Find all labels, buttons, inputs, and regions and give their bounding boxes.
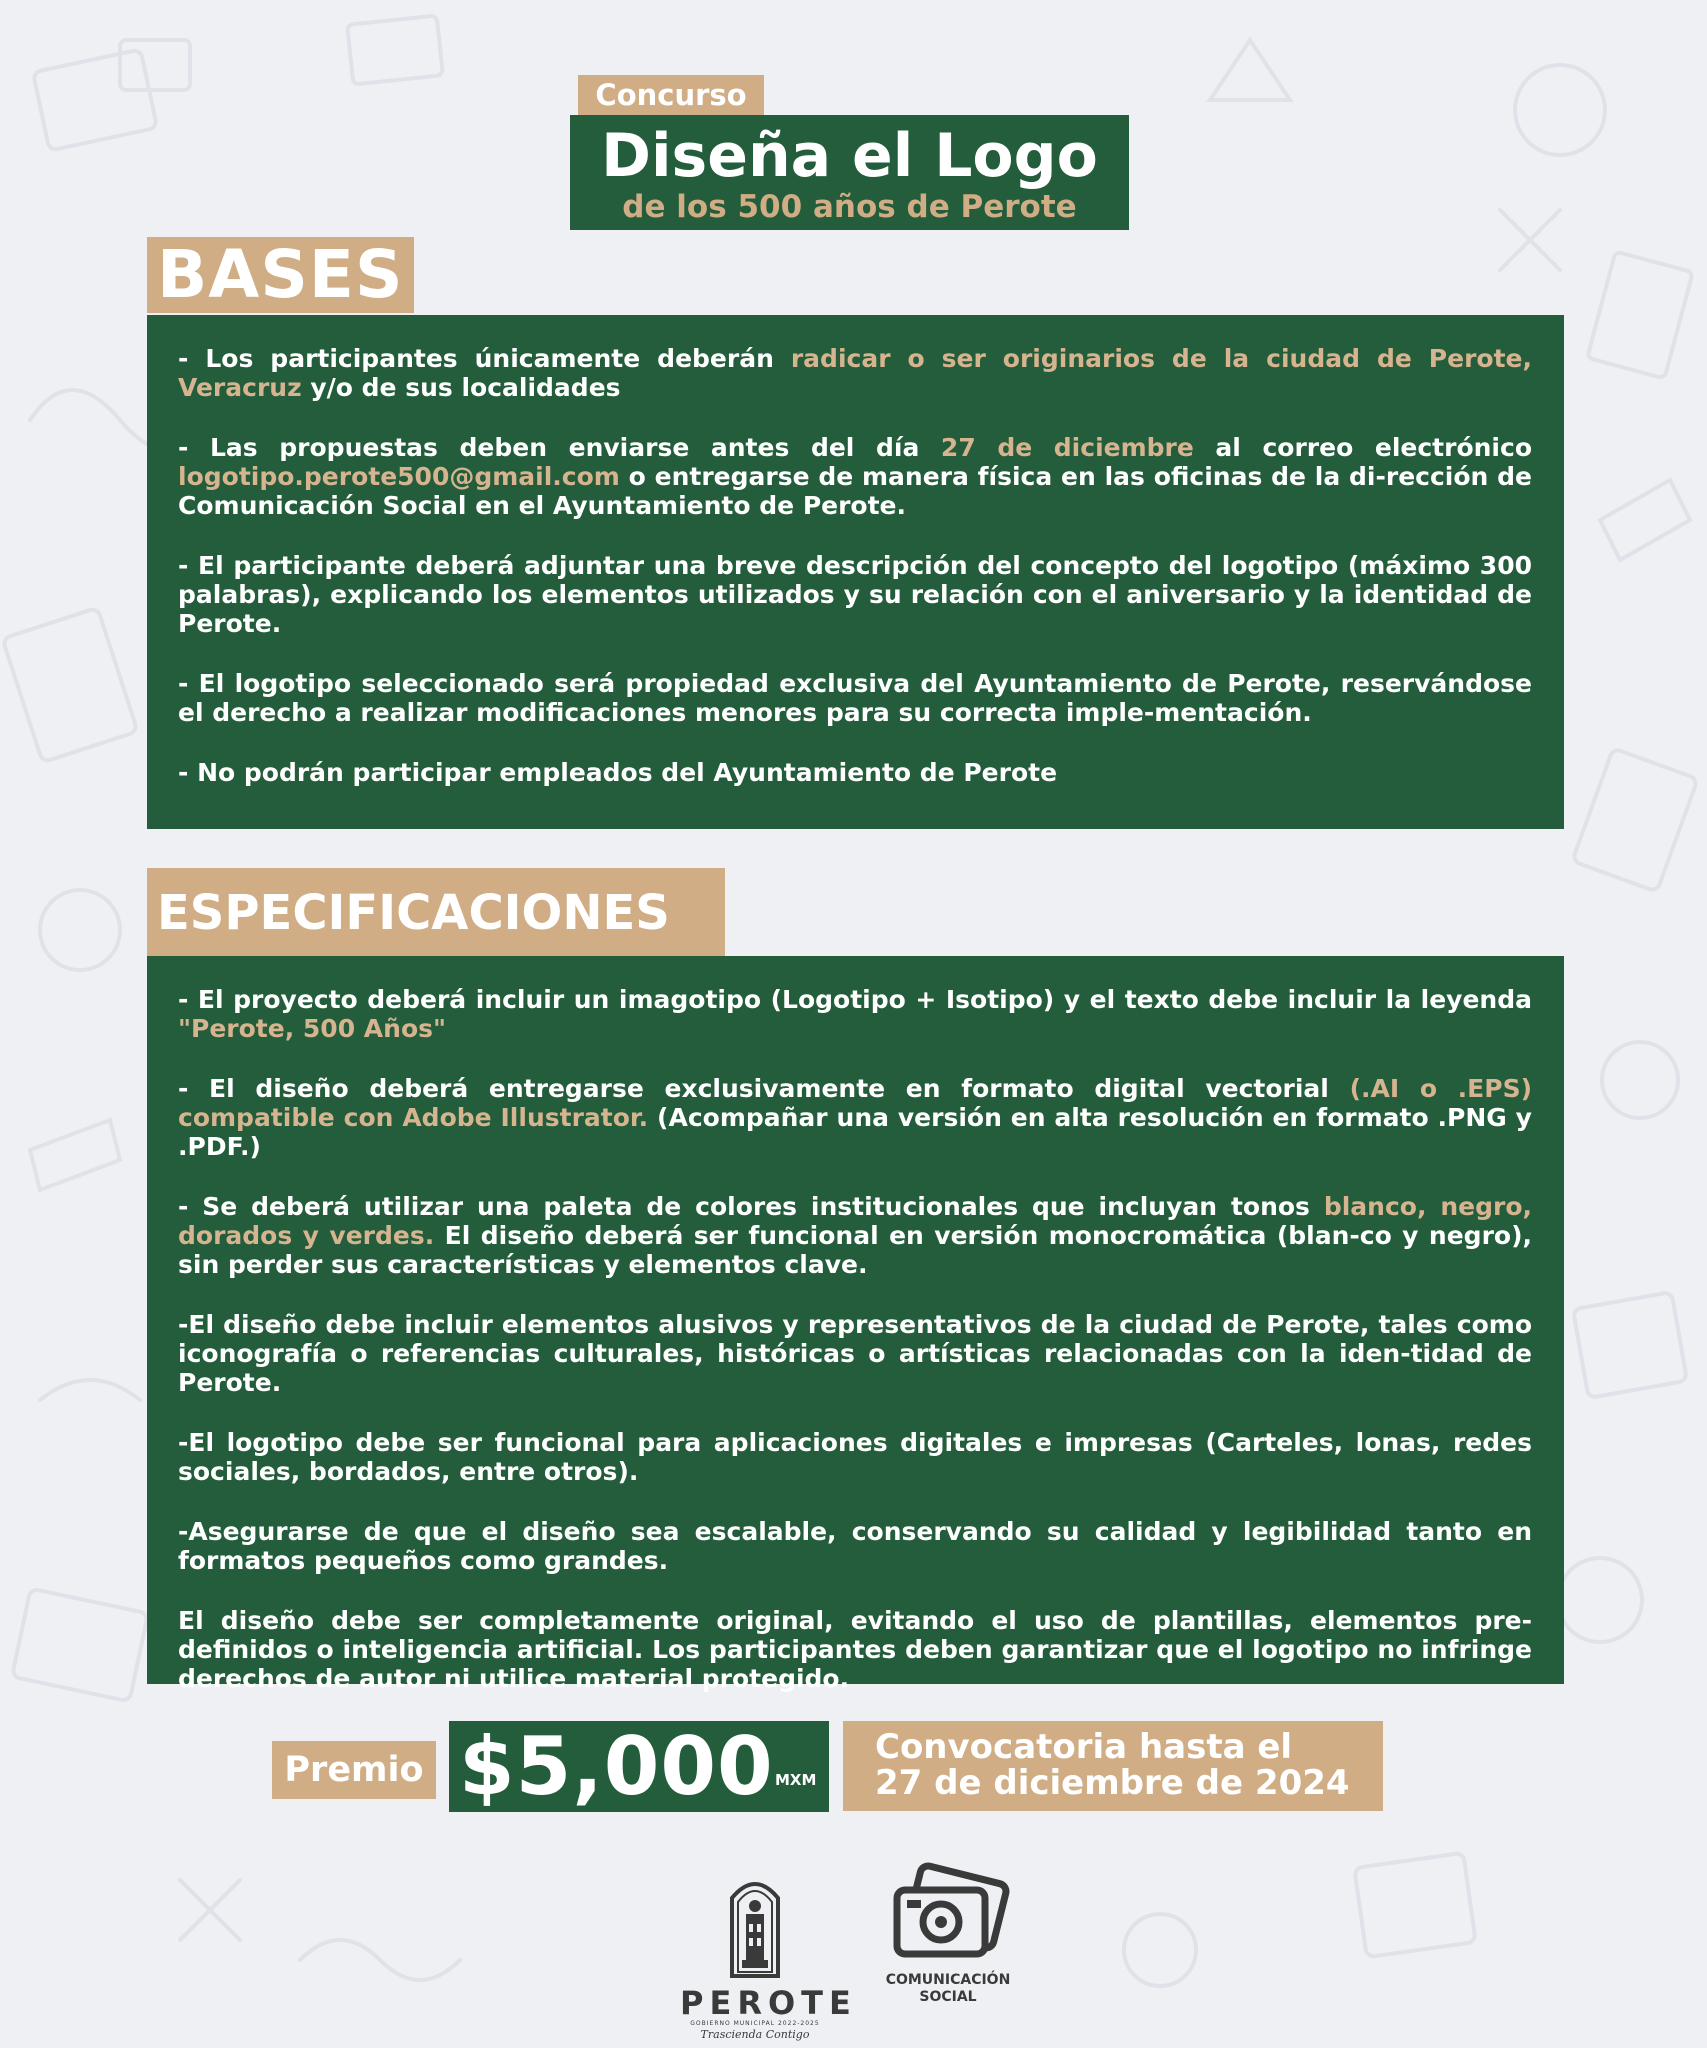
comunicacion-social-logo bbox=[873, 1862, 1023, 2027]
spec-item-scalable: -Asegurarse de que el diseño sea escalable, conservando su calidad y legibilidad tanto en formatos pequeños como grandes. bbox=[178, 1517, 1532, 1575]
spec-item-original: El diseño debe ser completamente original, evitando el uso de plantillas, elementos pre-definidos o inteligencia artificial. Los participantes deben garantizar que el logotipo no infringe derechos de autor ni utilice material protegido. bbox=[178, 1606, 1532, 1693]
bases-panel bbox=[147, 315, 1564, 829]
perote-slogan-text: Trascienda Contigo bbox=[700, 2028, 810, 2041]
deadline-line1: Convocatoria hasta el bbox=[875, 1727, 1293, 1767]
bases-item-submission: - Las propuestas deben enviarse antes del día 27 de diciembre al correo electrónico logotipo.perote500@gmail.com o entregarse de manera física en las oficinas de la di-rección de Comunicación Social en el Ayuntamiento de Perote. bbox=[178, 433, 1532, 520]
camera-icon bbox=[873, 1862, 1023, 1967]
perote-emblem-icon bbox=[680, 1868, 830, 1980]
prize-label: Premio bbox=[272, 1741, 436, 1799]
prize-amount: $5,000 bbox=[459, 1720, 774, 1813]
specifications-panel bbox=[147, 956, 1564, 1693]
spec-item-imagotipo: - El proyecto deberá incluir un imagotipo (Logotipo + Isotipo) y el texto debe incluir la leyenda "Perote, 500 Años" bbox=[178, 985, 1532, 1043]
bases-heading: BASES bbox=[147, 237, 414, 313]
deadline-banner bbox=[843, 1721, 1383, 1811]
spec-item-elements: -El diseño debe incluir elementos alusivos y representativos de la ciudad de Perote, tales como iconografía o referencias culturales, históricas o artísticas relacionadas con la iden-tidad de Perote. bbox=[178, 1310, 1532, 1397]
concurso-label: Concurso bbox=[578, 75, 764, 115]
page-title: Diseña el Logo bbox=[601, 121, 1098, 191]
prize-currency: MXM bbox=[775, 1771, 817, 1789]
perote-government-logo bbox=[680, 1868, 857, 2041]
bases-item-ownership: - El logotipo seleccionado será propiedad exclusiva del Ayuntamiento de Perote, reservándose el derecho a realizar modificaciones menores para su correcta imple-mentación. bbox=[178, 669, 1532, 727]
specifications-heading: ESPECIFICACIONES bbox=[147, 868, 725, 958]
bases-item-description: - El participante deberá adjuntar una breve descripción del concepto del logotipo (máximo 300 palabras), explicando los elementos utilizados y su relación con el aniversario y la identidad de Perote. bbox=[178, 551, 1532, 638]
bases-item-eligibility: - No podrán participar empleados del Ayuntamiento de Perote bbox=[178, 758, 1058, 787]
page-subtitle: de los 500 años de Perote bbox=[622, 189, 1077, 225]
deadline-line2: 27 de diciembre de 2024 bbox=[875, 1763, 1350, 1803]
spec-item-format: - El diseño deberá entregarse exclusivamente en formato digital vectorial (.AI o .EPS) compatible con Adobe Illustrator. (Acompañar una versión en alta resolución en formato .PNG y .PDF.) bbox=[178, 1074, 1532, 1161]
title-banner bbox=[570, 115, 1129, 230]
spec-item-colors: - Se deberá utilizar una paleta de colores institucionales que incluyan tonos blanco, negro, dorados y verdes. El diseño deberá ser funcional en versión monocromática (blan-co y negro), sin perder sus características y elementos clave. bbox=[178, 1192, 1532, 1279]
prize-amount-box bbox=[449, 1721, 829, 1812]
perote-government-text: GOBIERNO MUNICIPAL 2022-2025 bbox=[690, 2020, 820, 2027]
perote-name-text: PEROTE bbox=[680, 1984, 857, 2022]
comunicacion-social-text: COMUNICACIÓN SOCIAL bbox=[885, 1972, 1011, 2005]
contact-email: logotipo.perote500@gmail.com bbox=[178, 462, 620, 491]
spec-item-applications: -El logotipo debe ser funcional para aplicaciones digitales e impresas (Carteles, lonas, redes sociales, bordados, entre otros). bbox=[178, 1428, 1532, 1486]
bases-item-residency: - Los participantes únicamente deberán radicar o ser originarios de la ciudad de Perote, Veracruz y/o de sus localidades bbox=[178, 344, 1532, 402]
